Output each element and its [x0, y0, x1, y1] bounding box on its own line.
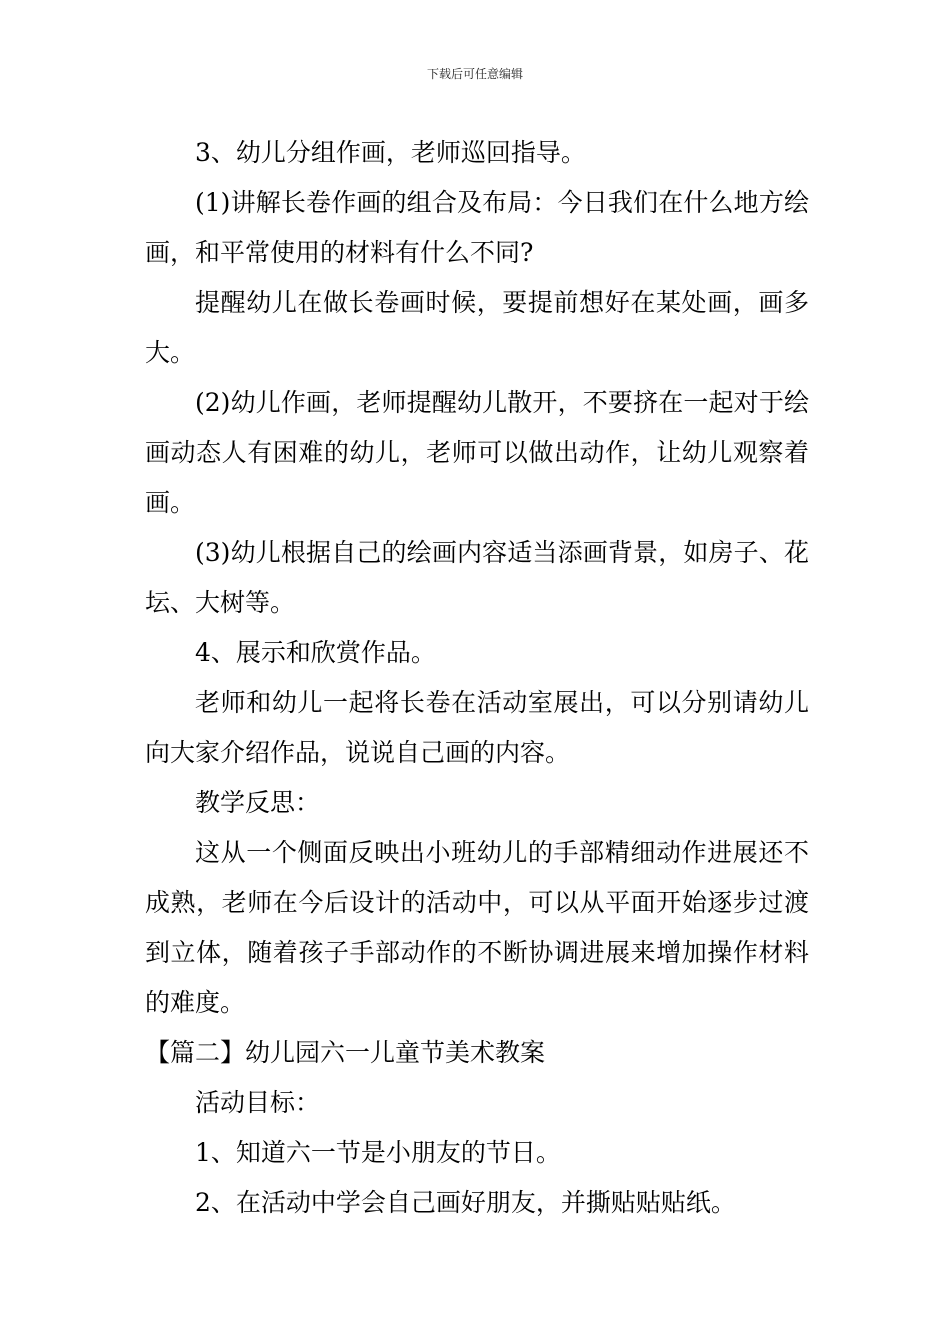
page-header: 下载后可任意编辑	[426, 67, 523, 81]
paragraph-substep-3: (3)幼儿根据自己的绘画内容适当添画背景，如房子、花坛、大树等。	[145, 538, 809, 617]
paragraph-step-4: 4、展示和欣赏作品。	[195, 638, 436, 667]
paragraph-substep-1: (1)讲解长卷作画的组合及布局：今日我们在什么地方绘画，和平常使用的材料有什么不同?	[145, 188, 809, 267]
paragraph-substep-2: (2)幼儿作画，老师提醒幼儿散开，不要挤在一起对于绘画动态人有困难的幼儿，老师可以做出动作，让幼儿观察着画。	[145, 388, 809, 517]
section-heading-part-two: 【篇二】幼儿园六一儿童节美术教案	[145, 1038, 546, 1067]
paragraph-reminder: 提醒幼儿在做长卷画时候，要提前想好在某处画，画多大。	[145, 288, 809, 367]
paragraph-reflection-body: 这从一个侧面反映出小班幼儿的手部精细动作进展还不成熟，老师在今后设计的活动中，可以从平面开始逐步过渡到立体，随着孩子手部动作的不断协调进展来增加操作材料的难度。	[145, 838, 809, 1017]
paragraph-step-3: 3、幼儿分组作画，老师巡回指导。	[195, 138, 586, 167]
paragraph-exhibition: 老师和幼儿一起将长卷在活动室展出，可以分别请幼儿向大家介绍作品，说说自己画的内容。	[145, 688, 809, 767]
paragraph-goals-heading: 活动目标：	[195, 1088, 321, 1117]
paragraph-goal-2: 2、在活动中学会自己画好朋友，并撕贴贴贴纸。	[195, 1188, 736, 1217]
paragraph-goal-1: 1、知道六一节是小朋友的节日。	[195, 1138, 561, 1167]
document-body	[145, 128, 809, 1228]
paragraph-reflection-heading: 教学反思：	[195, 788, 321, 817]
